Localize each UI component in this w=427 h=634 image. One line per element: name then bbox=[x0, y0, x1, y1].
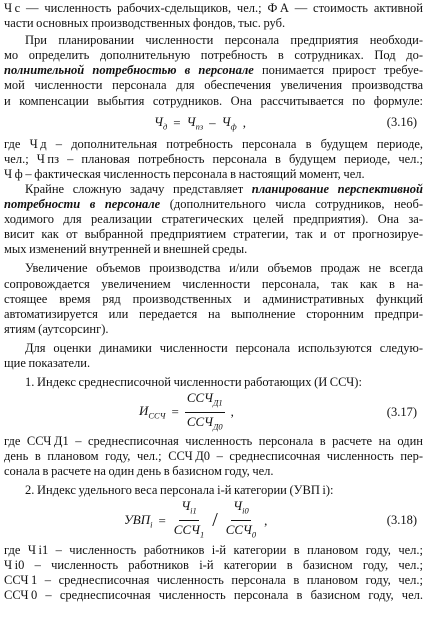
formula-operator: – bbox=[209, 114, 216, 130]
text-line: где ССЧ Д1 – среднесписочная численность персонала в расчете на один bbox=[4, 434, 423, 449]
formula-body bbox=[124, 499, 269, 543]
formula-body bbox=[139, 390, 236, 434]
text-line: день в плановом году, чел.; ССЧ Д0 – среднесписочная численность пер- bbox=[4, 449, 423, 464]
formula-number: (3.18) bbox=[386, 513, 417, 528]
formula-3-17 bbox=[4, 390, 423, 434]
formula-number: (3.16) bbox=[386, 115, 417, 130]
formula-symbol: $Ч_ф$ bbox=[221, 113, 237, 132]
text-span: (дополнительного числа сотрудников, необ- bbox=[160, 197, 423, 212]
text-line: висит как от выбранной предприятием стратегии, так и от прогнозируе- bbox=[4, 227, 423, 242]
list-item: 1. Индекс среднесписочной численности работающих (И ССЧ): bbox=[25, 375, 362, 390]
bold-term: полнительной потребностью в персонале bbox=[4, 63, 254, 78]
bold-term: потребности в персонале bbox=[4, 197, 161, 212]
formula-punctuation: , bbox=[264, 512, 268, 528]
text-line: мой численности персонала для обеспечения увеличения производства bbox=[4, 78, 423, 93]
text-line: мых изменений внутренней и внешней среды. bbox=[4, 242, 248, 257]
text-line: чел.; Ч пз – плановая потребность персонала в будущем периоде, чел.; bbox=[4, 151, 423, 166]
text-line: стоящее время ряд производственных и административных функций bbox=[4, 291, 423, 306]
formula-number: (3.17) bbox=[386, 404, 417, 419]
text-line: где Ч д – дополнительная потребность персонала в будущем периоде, bbox=[4, 136, 423, 151]
text-line: При планировании численности персонала предприятия необходи- bbox=[25, 33, 423, 48]
formula-symbol: $Ч_{пз}$ bbox=[186, 113, 204, 132]
text-line bbox=[4, 63, 423, 78]
text-line: сопровождается увеличением численности персонала, так как в на- bbox=[4, 276, 423, 291]
formula-symbol: $И_{ССЧ}$ bbox=[139, 403, 166, 421]
formula-operator: = bbox=[158, 512, 166, 528]
formula-3-18 bbox=[4, 499, 423, 543]
text-line: Для оценки динамики численности персонала используются следую- bbox=[25, 340, 423, 355]
formula-fraction: $\frac{Ч_{i0}}{ССЧ_0}$ bbox=[225, 498, 257, 540]
text-line bbox=[4, 182, 423, 197]
formula-operator: = bbox=[173, 114, 181, 130]
text-line: ятиям (аутсорсинг). bbox=[4, 321, 109, 336]
text-line: автоматизируется или передается на выполнение сторонним предпри- bbox=[4, 306, 423, 321]
text-line: ССЧ 1 – среднесписочная численность персонала в плановом году, чел.; bbox=[4, 572, 423, 587]
formula-punctuation: , bbox=[230, 404, 234, 420]
text-line: ССЧ 0 – среднесписочная численность персонала в базисном году, чел. bbox=[4, 587, 423, 602]
formula-operator: = bbox=[171, 404, 179, 420]
formula-symbol: $Ч_д$ bbox=[154, 113, 168, 132]
text-span: понимается прирост требуе- bbox=[253, 63, 423, 78]
text-line: щие показатели. bbox=[4, 355, 91, 370]
text-line: Увеличение объемов производства и/или объемов продаж не всегда bbox=[25, 261, 423, 276]
formula-body bbox=[154, 109, 248, 137]
text-line: и компенсации выбытия сотрудников. Она рассчитывается по формуле: bbox=[4, 93, 423, 108]
text-line: мо определить дополнительную потребность в сотрудниках. Под до- bbox=[4, 48, 423, 63]
text-line: части основных производственных фондов, тыс. руб. bbox=[4, 16, 286, 31]
formula-fraction: $\frac{Ч_{i1}}{ССЧ_1}$ bbox=[173, 498, 205, 540]
text-line: ходимого для реализации стратегических целей предприятия). Она за- bbox=[4, 212, 423, 227]
bold-term: планирование перспективной bbox=[251, 181, 423, 196]
text-line: Ч ф – фактическая численность персонала в настоящий момент, чел. bbox=[4, 166, 365, 181]
formula-3-16 bbox=[4, 109, 423, 137]
formula-punctuation: , bbox=[242, 114, 246, 130]
formula-symbol: $УВП_i$ bbox=[124, 511, 153, 530]
formula-fraction: $\frac{ССЧ_{Д1}}{ССЧ_{Д0}}$ bbox=[186, 390, 223, 432]
list-item: 2. Индекс удельного веса персонала i-й категории (УВП i): bbox=[25, 483, 334, 498]
text-line: Ч i0 – численность работников i-й категории в базисном году, чел.; bbox=[4, 557, 423, 572]
text-line: где Ч i1 – численность работников i-й категории в плановом году, чел.; bbox=[4, 542, 423, 557]
text-span: Крайне сложную задачу представляет bbox=[25, 181, 252, 196]
text-line: Ч с — численность рабочих-сдельщиков, чел.; Ф А — стоимость активной bbox=[4, 1, 423, 15]
text-line: сонала в расчете на один день в базисном году, чел. bbox=[4, 464, 274, 479]
formula-operator: / bbox=[212, 509, 218, 532]
text-line bbox=[4, 197, 423, 212]
